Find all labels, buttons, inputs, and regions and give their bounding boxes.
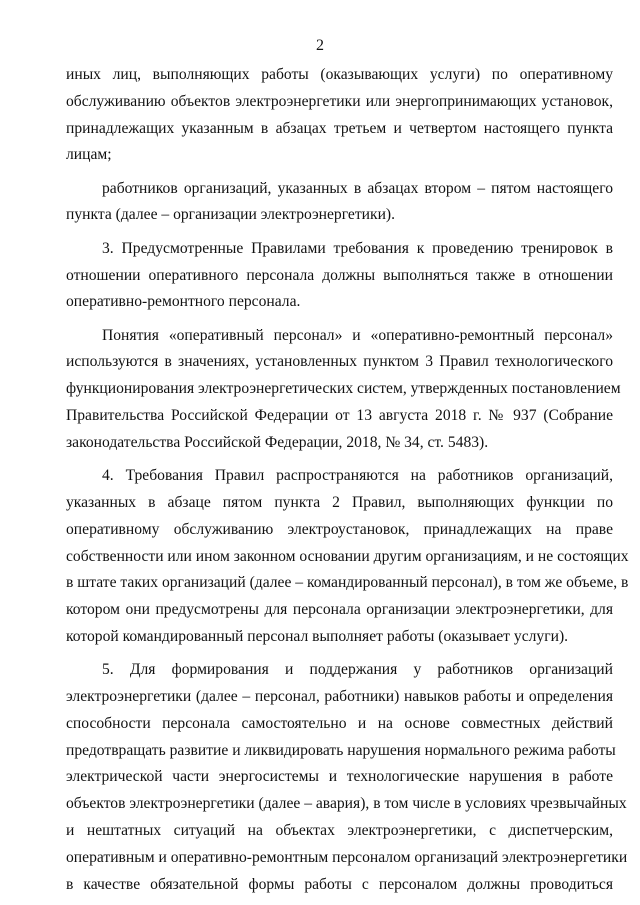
paragraph-definitions bbox=[66, 323, 621, 457]
text-line: иных лиц, выполняющих работы (оказывающих услуги) по оперативному bbox=[66, 66, 613, 83]
text-line: функционирования электроэнергетических систем, утвержденных постановлением bbox=[66, 380, 621, 398]
text-line: оперативным и оперативно-ремонтным персоналом организаций электроэнергетики bbox=[66, 848, 628, 866]
text-line: электрической части энергосистемы и технологические нарушения в работе bbox=[66, 768, 613, 786]
text-line: 5. Для формирования и поддержания у работников организаций bbox=[102, 661, 613, 679]
text-line: принадлежащих указанным в абзацах третьем и четвертом настоящего пункта bbox=[66, 119, 613, 137]
text-line: предотвращать развитие и ликвидировать нарушения нормального режима работы bbox=[66, 741, 616, 759]
paragraph-clause-5 bbox=[66, 657, 628, 898]
text-line: электроэнергетики (далее – персонал, работники) навыков работы и определения bbox=[66, 688, 613, 706]
text-line: которой командированный персонал выполняет работы (оказывает услуги). bbox=[66, 627, 569, 645]
text-line: котором они предусмотрены для персонала организации электроэнергетики, для bbox=[66, 601, 613, 619]
paragraph-clause-4 bbox=[66, 463, 629, 651]
text-line: Понятия «оперативный персонал» и «оперативно-ремонтный персонал» bbox=[102, 326, 613, 344]
text-line: используются в значениях, установленных пунктом 3 Правил технологического bbox=[66, 353, 613, 371]
paragraph-clause-3 bbox=[66, 236, 613, 316]
text-line: 4. Требования Правил распространяются на работников организаций, bbox=[102, 467, 613, 485]
text-line: пункта (далее – организации электроэнергетики). bbox=[66, 206, 396, 224]
text-line: объектов электроэнергетики (далее – авария), в том числе в условиях чрезвычайных bbox=[66, 795, 627, 813]
text-line: обслуживанию объектов электроэнергетики или энергопринимающих установок, bbox=[66, 92, 613, 110]
text-line: законодательства Российской Федерации, 2018, № 34, ст. 5483). bbox=[66, 433, 489, 451]
text-line: лицам; bbox=[66, 146, 112, 164]
text-line: Правительства Российской Федерации от 13 августа 2018 г. № 937 (Собрание bbox=[66, 407, 613, 425]
text-line: собственности или ином законном основании другим организациям, и не состоящих bbox=[66, 547, 629, 565]
text-line: в штате таких организаций (далее – командированный персонал), в том же объеме, в bbox=[66, 574, 629, 592]
text-line: отношении оперативного персонала должны выполняться также в отношении bbox=[66, 266, 613, 284]
text-line: в качестве обязательной формы работы с персоналом должны проводиться bbox=[66, 875, 613, 893]
paragraph-workers bbox=[66, 176, 613, 230]
text-line: способности персонала самостоятельно и на основе совместных действий bbox=[66, 714, 613, 732]
paragraph-continuation bbox=[66, 62, 613, 169]
text-line: и нештатных ситуаций на объектах электроэнергетики, с диспетчерским, bbox=[66, 822, 613, 840]
text-line: работников организаций, указанных в абзацах втором – пятом настоящего bbox=[102, 179, 613, 197]
text-line: оперативному обслуживанию электроустановок, принадлежащих на праве bbox=[66, 520, 613, 538]
body-text bbox=[66, 62, 629, 898]
page-number: 2 bbox=[316, 37, 324, 54]
text-line: указанных в абзаце пятом пункта 2 Правил, выполняющих функции по bbox=[66, 493, 613, 511]
text-line: 3. Предусмотренные Правилами требования к проведению тренировок в bbox=[102, 239, 613, 257]
text-line: оперативно-ремонтного персонала. bbox=[66, 293, 301, 311]
